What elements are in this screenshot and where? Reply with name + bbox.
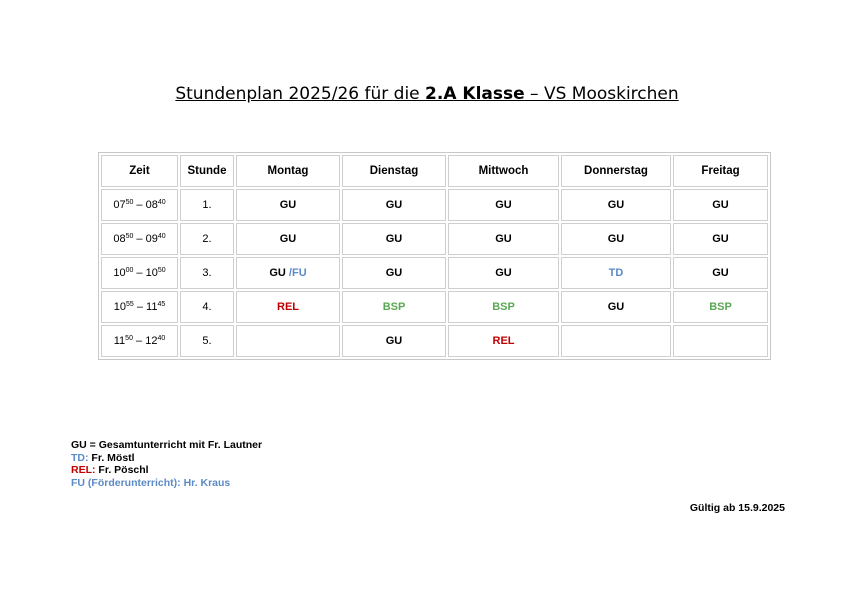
header-montag: Montag <box>236 155 340 187</box>
start-hour: 07 <box>113 199 126 211</box>
end-minute: 40 <box>157 233 166 240</box>
time-dash: – <box>132 335 146 347</box>
legend-rel-key: REL: <box>71 464 96 476</box>
title-suffix: – VS Mooskirchen <box>524 84 679 104</box>
cell-donnerstag: GU <box>561 223 671 255</box>
page-title <box>0 84 842 104</box>
table-row <box>101 291 768 323</box>
time-cell <box>101 223 178 255</box>
cell-dienstag: BSP <box>342 291 446 323</box>
legend-td-value: Fr. Möstl <box>88 451 135 464</box>
header-dienstag: Dienstag <box>342 155 446 187</box>
cell-montag: GU <box>236 223 340 255</box>
cell-dienstag: GU <box>342 189 446 221</box>
time-dash: – <box>133 267 146 279</box>
cell-montag <box>236 325 340 357</box>
time-cell <box>101 325 178 357</box>
time-dash: – <box>133 233 146 245</box>
time-cell <box>101 291 178 323</box>
period-number: 5. <box>180 325 234 357</box>
cell-dienstag: GU <box>342 325 446 357</box>
cell-montag: GU <box>236 189 340 221</box>
table-row <box>101 223 768 255</box>
header-freitag: Freitag <box>673 155 768 187</box>
valid-from: Gültig ab 15.9.2025 <box>689 502 785 514</box>
start-minute: 00 <box>125 267 134 274</box>
start-hour: 10 <box>113 301 126 313</box>
legend <box>71 439 262 489</box>
end-hour: 10 <box>145 267 158 279</box>
legend-td <box>71 452 262 465</box>
cell-donnerstag: GU <box>561 291 671 323</box>
cell-donnerstag: TD <box>561 257 671 289</box>
legend-gu: GU = Gesamtunterricht mit Fr. Lautner <box>71 439 263 451</box>
start-minute: 50 <box>125 335 133 342</box>
legend-td-key: TD: <box>71 451 89 464</box>
cell-freitag: GU <box>673 257 768 289</box>
time-cell <box>101 189 178 221</box>
period-number: 2. <box>180 223 234 255</box>
table-row <box>101 189 768 221</box>
time-dash: – <box>133 301 147 313</box>
end-minute: 50 <box>157 267 166 274</box>
cell-freitag <box>673 325 768 357</box>
title-prefix: Stundenplan 2025/26 für die <box>175 84 426 104</box>
end-minute: 40 <box>157 199 166 206</box>
end-hour: 09 <box>145 233 158 245</box>
legend-rel-value: Fr. Pöschl <box>95 464 149 476</box>
cell-montag-main: GU <box>269 267 286 279</box>
legend-fu: FU (Förderunterricht): Hr. Kraus <box>71 476 231 489</box>
cell-mittwoch: GU <box>448 257 559 289</box>
table-row <box>101 257 768 289</box>
cell-dienstag: GU <box>342 223 446 255</box>
timetable <box>98 152 771 360</box>
header-zeit: Zeit <box>101 155 178 187</box>
end-hour: 11 <box>146 301 158 313</box>
cell-mittwoch: GU <box>448 189 559 221</box>
cell-mittwoch: REL <box>448 325 559 357</box>
cell-freitag: GU <box>673 223 768 255</box>
end-minute: 45 <box>157 301 166 308</box>
cell-montag: REL <box>236 291 340 323</box>
start-minute: 55 <box>126 301 134 308</box>
start-hour: 08 <box>113 233 126 245</box>
title-class-name: 2.A Klasse <box>425 84 525 104</box>
cell-montag <box>236 257 340 289</box>
start-minute: 50 <box>125 233 134 240</box>
period-number: 4. <box>180 291 234 323</box>
start-minute: 50 <box>125 199 134 206</box>
end-hour: 08 <box>145 199 158 211</box>
cell-mittwoch: BSP <box>448 291 559 323</box>
cell-freitag: BSP <box>673 291 768 323</box>
period-number: 3. <box>180 257 234 289</box>
cell-mittwoch: GU <box>448 223 559 255</box>
end-hour: 12 <box>145 335 158 347</box>
header-donnerstag: Donnerstag <box>561 155 671 187</box>
header-stunde: Stunde <box>180 155 234 187</box>
time-cell <box>101 257 178 289</box>
cell-donnerstag: GU <box>561 189 671 221</box>
header-mittwoch: Mittwoch <box>448 155 559 187</box>
end-minute: 40 <box>157 335 166 342</box>
period-number: 1. <box>180 189 234 221</box>
table-row <box>101 325 768 357</box>
cell-donnerstag <box>561 325 671 357</box>
legend-rel <box>71 464 262 477</box>
start-hour: 10 <box>113 267 126 279</box>
cell-montag-extra: /FU <box>285 267 307 279</box>
start-hour: 11 <box>113 335 126 347</box>
time-dash: – <box>133 199 146 211</box>
cell-dienstag: GU <box>342 257 446 289</box>
cell-freitag: GU <box>673 189 768 221</box>
table-header-row <box>101 155 768 187</box>
